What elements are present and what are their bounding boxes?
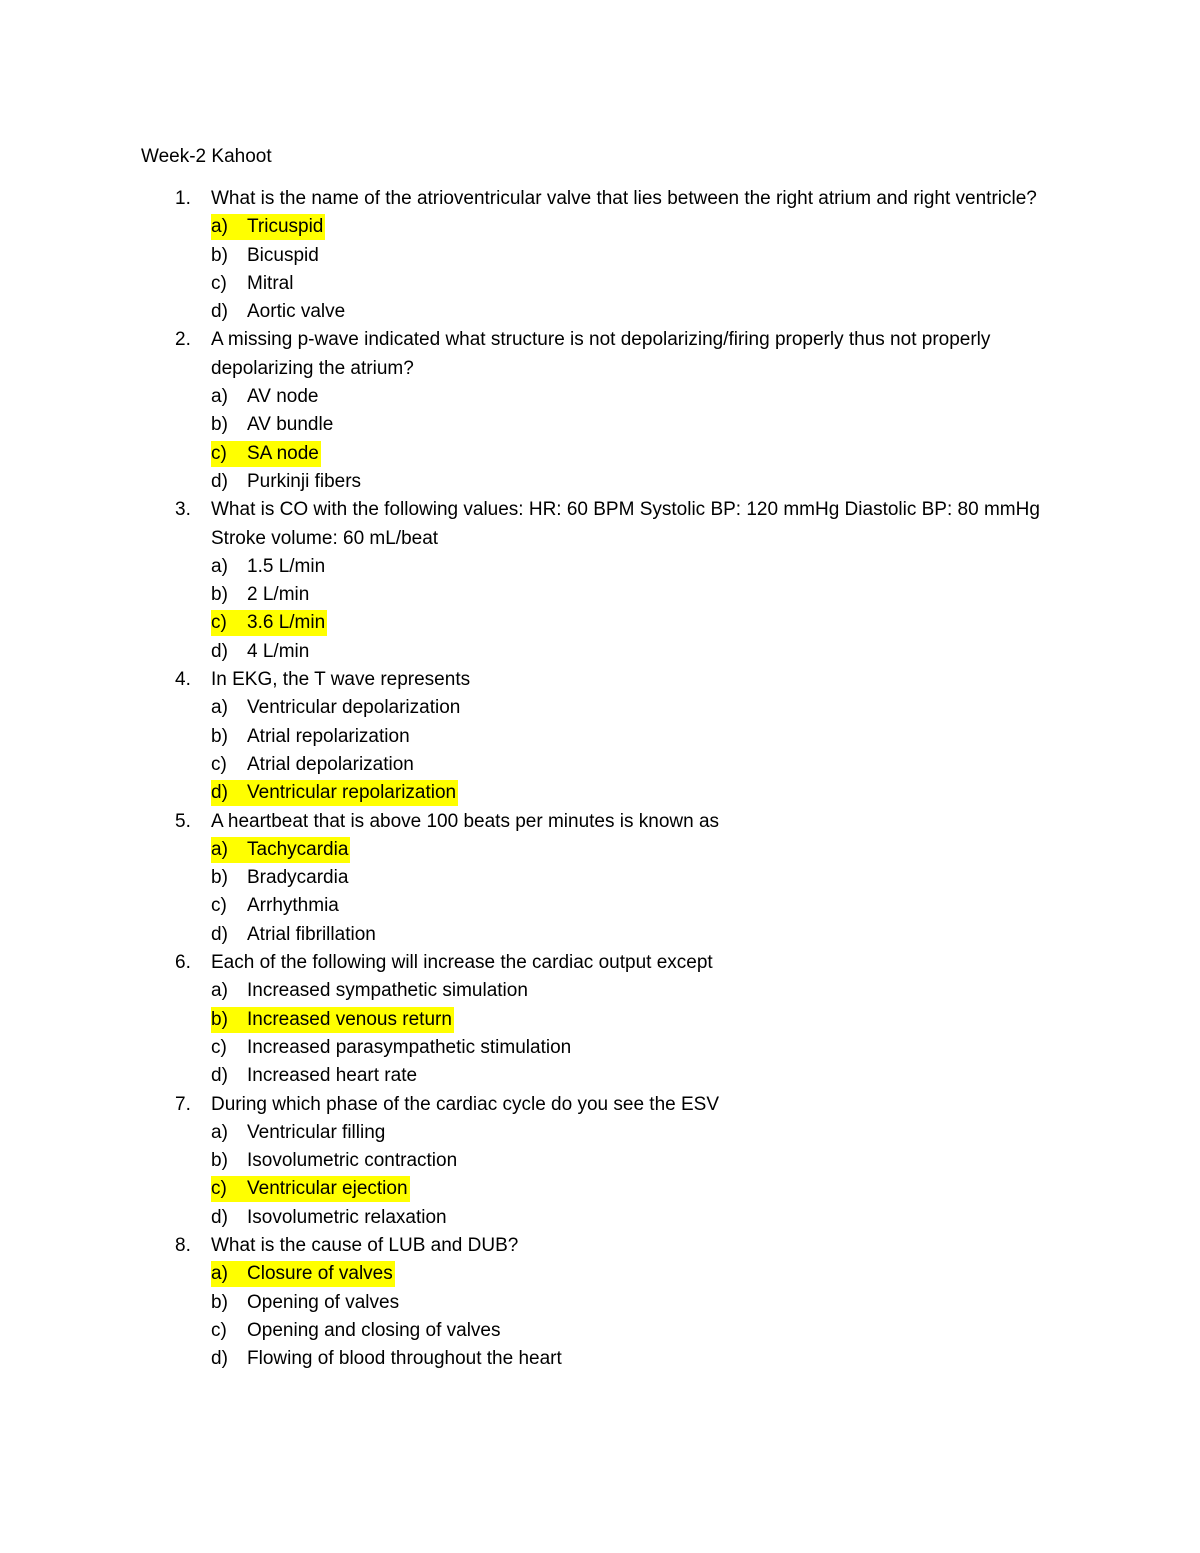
answer-option-text: Purkinji fibers — [247, 470, 362, 492]
answer-option-content — [211, 639, 311, 665]
answer-options — [0, 836, 1200, 949]
question-text: A heartbeat that is above 100 beats per minutes is known as — [211, 810, 720, 832]
answer-option-content — [211, 1290, 401, 1316]
answer-option-text: Atrial repolarization — [247, 725, 410, 747]
answer-options — [0, 977, 1200, 1090]
answer-option — [0, 751, 1200, 779]
answer-option-text: Atrial fibrillation — [247, 923, 376, 945]
answer-option-content — [211, 299, 347, 325]
answer-option-letter: c) — [211, 612, 227, 634]
question-item — [0, 326, 1200, 496]
answer-option-text: Closure of valves — [247, 1263, 393, 1285]
answer-option-letter: d) — [211, 1206, 228, 1228]
answer-option-content — [211, 1176, 410, 1202]
answer-option-letter: c) — [211, 442, 227, 464]
answer-option-content — [211, 837, 350, 863]
answer-option-letter: b) — [211, 867, 228, 889]
answer-option-text: Bicuspid — [247, 244, 319, 266]
answer-options — [0, 1119, 1200, 1232]
question-number: 5. — [175, 810, 191, 832]
answer-option — [0, 270, 1200, 298]
question-list — [0, 185, 1200, 1373]
answer-option — [0, 864, 1200, 892]
answer-option-content — [211, 724, 412, 750]
answer-option — [0, 1119, 1200, 1147]
question-text: Each of the following will increase the cardiac output except — [211, 952, 713, 974]
answer-option-content — [211, 1346, 564, 1372]
answer-option-text: Atrial depolarization — [247, 753, 414, 775]
question-item — [0, 808, 1200, 949]
answer-option-letter: c) — [211, 895, 227, 917]
answer-option-text: Aortic valve — [247, 301, 346, 323]
answer-option-letter: c) — [211, 1036, 227, 1058]
answer-option — [0, 411, 1200, 439]
answer-option — [0, 553, 1200, 581]
answer-option-letter: d) — [211, 1348, 228, 1370]
answer-option-highlighted — [0, 779, 1200, 807]
answer-option — [0, 242, 1200, 270]
answer-options — [0, 553, 1200, 666]
answer-option-letter: a) — [211, 697, 228, 719]
answer-option-content — [211, 1035, 573, 1061]
question-text: What is the name of the atrioventricular valve that lies between the right atrium and right ventricle? — [211, 188, 1037, 209]
answer-option-letter: a) — [211, 838, 228, 860]
answer-option-content — [211, 893, 341, 919]
answer-option-text: Isovolumetric relaxation — [247, 1206, 447, 1228]
answer-option-text: Tricuspid — [247, 216, 324, 238]
answer-option-content — [211, 978, 530, 1004]
answer-option-letter: b) — [211, 414, 228, 436]
answer-option-text: 3.6 L/min — [247, 612, 326, 634]
answer-option-letter: b) — [211, 1291, 228, 1313]
answer-option-content — [211, 865, 350, 891]
question-number: 8. — [175, 1234, 191, 1256]
answer-option-highlighted — [0, 1006, 1200, 1034]
answer-option-content — [211, 469, 363, 495]
answer-option-text: Flowing of blood throughout the heart — [247, 1348, 562, 1370]
answer-option — [0, 694, 1200, 722]
answer-option-text: Increased venous return — [247, 1008, 452, 1030]
answer-option-text: Ventricular repolarization — [247, 782, 457, 804]
answer-option — [0, 1289, 1200, 1317]
answer-option-letter: b) — [211, 584, 228, 606]
answer-option-content — [211, 582, 311, 608]
answer-option-text: Opening of valves — [247, 1291, 400, 1313]
answer-option-letter: d) — [211, 301, 228, 323]
answer-option — [0, 1062, 1200, 1090]
document-title: Week-2 Kahoot — [141, 146, 272, 167]
answer-option-letter: b) — [211, 1150, 228, 1172]
answer-option-content — [211, 1318, 503, 1344]
answer-option-letter: c) — [211, 1178, 227, 1200]
answer-option-highlighted — [0, 836, 1200, 864]
answer-option-text: Bradycardia — [247, 867, 349, 889]
answer-option-content — [211, 610, 327, 636]
question-number: 3. — [175, 499, 191, 521]
answer-option-highlighted — [0, 609, 1200, 637]
answer-option-text: Opening and closing of valves — [247, 1319, 501, 1341]
answer-option — [0, 638, 1200, 666]
answer-option-highlighted — [0, 1260, 1200, 1288]
answer-option-letter: d) — [211, 923, 228, 945]
answer-option-text: 4 L/min — [247, 640, 310, 662]
answer-option-text: Ventricular filling — [247, 1121, 386, 1143]
answer-option-letter: b) — [211, 244, 228, 266]
answer-option-letter: d) — [211, 640, 228, 662]
answer-option-text: Increased parasympathetic stimulation — [247, 1036, 572, 1058]
answer-option-content — [211, 1063, 419, 1089]
answer-option-letter: a) — [211, 1121, 228, 1143]
answer-option-content — [211, 1148, 459, 1174]
answer-option-content — [211, 214, 325, 240]
answer-option-content — [211, 271, 295, 297]
answer-option-content — [211, 1205, 449, 1231]
answer-option-text: AV node — [247, 386, 319, 408]
question-item — [0, 1232, 1200, 1373]
answer-option-text: Tachycardia — [247, 838, 349, 860]
answer-option-content — [211, 1261, 395, 1287]
question-number: 7. — [175, 1093, 191, 1115]
answer-option — [0, 1345, 1200, 1373]
answer-option-text: Ventricular ejection — [247, 1178, 408, 1200]
answer-option-content — [211, 384, 320, 410]
answer-option-text: Ventricular depolarization — [247, 697, 461, 719]
answer-option-letter: a) — [211, 980, 228, 1002]
answer-option — [0, 723, 1200, 751]
answer-option-content — [211, 780, 458, 806]
question-text: What is the cause of LUB and DUB? — [211, 1234, 519, 1256]
answer-option-text: Arrhythmia — [247, 895, 339, 917]
question-number: 4. — [175, 669, 191, 691]
answer-option-letter: a) — [211, 1263, 228, 1285]
answer-option-highlighted — [0, 213, 1200, 241]
question-text: During which phase of the cardiac cycle do you see the ESV — [211, 1093, 720, 1115]
answer-option-text: AV bundle — [247, 414, 334, 436]
answer-option — [0, 1317, 1200, 1345]
question-number: 1. — [175, 188, 191, 209]
answer-option — [0, 1034, 1200, 1062]
answer-option — [0, 383, 1200, 411]
answer-option-letter: c) — [211, 272, 227, 294]
answer-option-letter: b) — [211, 1008, 228, 1030]
answer-option-text: Mitral — [247, 272, 294, 294]
answer-option-letter: d) — [211, 1065, 228, 1087]
answer-option-text: Increased heart rate — [247, 1065, 418, 1087]
answer-option-letter: d) — [211, 782, 228, 804]
answer-option-letter: a) — [211, 555, 228, 577]
answer-option — [0, 581, 1200, 609]
answer-option — [0, 1147, 1200, 1175]
answer-option-highlighted — [0, 440, 1200, 468]
answer-option-content — [211, 412, 335, 438]
answer-options — [0, 694, 1200, 807]
answer-option — [0, 468, 1200, 496]
question-item — [0, 949, 1200, 1090]
question-number: 2. — [175, 329, 191, 351]
answer-option — [0, 1204, 1200, 1232]
answer-option-content — [211, 554, 327, 580]
answer-option — [0, 921, 1200, 949]
answer-option-content — [211, 922, 378, 948]
answer-option-text: SA node — [247, 442, 319, 464]
answer-option-content — [211, 752, 416, 778]
answer-option-letter: d) — [211, 470, 228, 492]
question-text: A missing p-wave indicated what structure is not depolarizing/firing properly thus not properly depolarizing the atrium? — [211, 329, 991, 379]
answer-option-letter: a) — [211, 386, 228, 408]
question-item — [0, 666, 1200, 807]
question-item — [0, 496, 1200, 666]
answer-option-text: Isovolumetric contraction — [247, 1150, 458, 1172]
answer-option-content — [211, 1120, 387, 1146]
answer-options — [0, 1260, 1200, 1373]
answer-option-text: 1.5 L/min — [247, 555, 326, 577]
question-text: What is CO with the following values: HR: 60 BPM Systolic BP: 120 mmHg Diastolic BP: 80 mmHg Stroke volume: 60 mL/beat — [211, 499, 1040, 549]
answer-option-letter: c) — [211, 753, 227, 775]
answer-option-content — [211, 1007, 454, 1033]
question-item — [0, 185, 1200, 326]
answer-option-letter: c) — [211, 1319, 227, 1341]
question-item — [0, 1091, 1200, 1232]
answer-option-highlighted — [0, 1175, 1200, 1203]
answer-option — [0, 977, 1200, 1005]
answer-option — [0, 298, 1200, 326]
answer-option-content — [211, 695, 462, 721]
answer-option — [0, 892, 1200, 920]
answer-options — [0, 213, 1200, 326]
answer-option-text: 2 L/min — [247, 584, 310, 606]
answer-options — [0, 383, 1200, 496]
answer-option-letter: b) — [211, 725, 228, 747]
answer-option-content — [211, 243, 321, 269]
answer-option-letter: a) — [211, 216, 228, 238]
answer-option-text: Increased sympathetic simulation — [247, 980, 528, 1002]
question-text: In EKG, the T wave represents — [211, 669, 471, 691]
question-number: 6. — [175, 952, 191, 974]
answer-option-content — [211, 441, 321, 467]
